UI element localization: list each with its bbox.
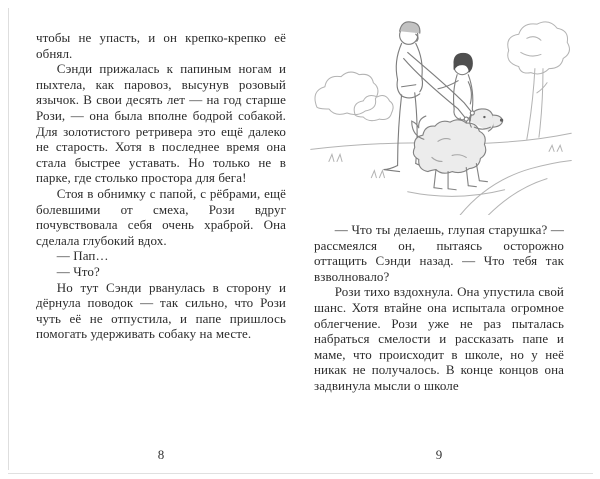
dialogue-line: — Что ты делаешь, глупая старушка? — рассмеялся он, пытаясь осторожно оттащить Сэнди назад. — Что тебя так взволновало? <box>314 222 564 284</box>
page-right <box>300 0 600 479</box>
dialogue-line: — Что? <box>56 263 100 279</box>
paragraph: чтобы не упасть, и он крепко-крепко её обнял. <box>36 30 286 61</box>
right-page-text <box>314 222 564 394</box>
dialogue-line: — Пап… <box>56 248 109 264</box>
illustration-father-child-dog <box>310 8 572 215</box>
left-page-text <box>36 30 286 342</box>
paragraph: Но тут Сэнди рванулась в сторону и дёрнула поводок — так сильно, что Рози чуть её не отпустила, и папе пришлось помогать удерживать собаку на месте. <box>36 279 286 342</box>
page-number-right: 9 <box>435 447 443 462</box>
paragraph: Сэнди прижалась к папиным ногам и пыхтела, как паровоз, высунув розовый язычок. В свои десять лет — на год старше Рози, — она была вполне бодрой собакой. Для золотистого ретривера это ещё далеко не старость. Хотя в последнее время она стала быстрее уставать. Но только не в парке, где столько простора для бега! <box>36 61 286 186</box>
paragraph: Рози тихо вздохнула. Она упустила свой шанс. Хотя втайне она испытала огромное облегчение. Рози уже не раз пыталась набраться смелости и рассказать папе и маме, что происходит в школе, но у неё никак не получалось. В конце концов она задвинула мысли о школе <box>314 284 564 393</box>
illustration-sketch <box>310 8 572 215</box>
paragraph: Стоя в обнимку с папой, с рёбрами, ещё болевшими от смеха, Рози вдруг почувствовала себя очень храброй. Она сделала глубокий вдох. <box>36 185 286 248</box>
page-number-left: 8 <box>157 447 165 462</box>
